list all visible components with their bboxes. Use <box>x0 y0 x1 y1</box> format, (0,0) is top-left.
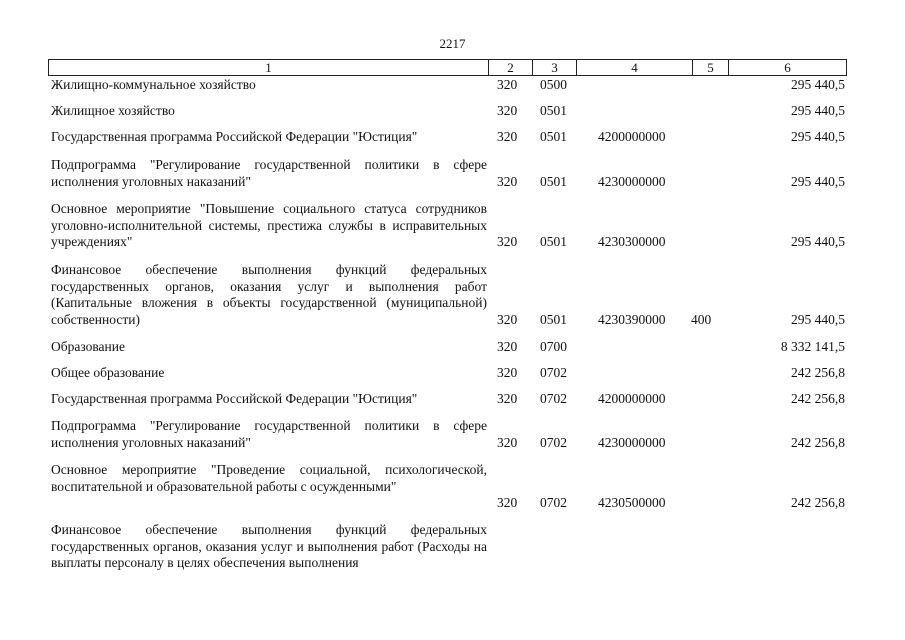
row-code-4: 4230500000 <box>598 495 666 510</box>
row-amount: 242 256,8 <box>791 391 845 406</box>
row-code-3: 0702 <box>540 435 567 450</box>
row-description: Государственная программа Российской Федерации "Юстиция" <box>51 391 418 406</box>
row-description: Финансовое обеспечение выполнения функций федеральных государственных органов, оказания услуг и выполнения работ (Капитальные вложения в объекты государственной (муниципальной) собственности) <box>51 262 487 327</box>
row-code-3: 0501 <box>540 129 567 144</box>
row-code-4: 4230300000 <box>598 234 666 249</box>
row-code-3: 0501 <box>540 103 567 118</box>
row-description: Жилищно-коммунальное хозяйство <box>51 77 256 92</box>
row-amount: 295 440,5 <box>791 234 845 249</box>
row-code-2: 320 <box>497 435 518 450</box>
row-description: Основное мероприятие "Проведение социальной, психологической, воспитательной и образовательной работы с осужденными" <box>51 462 487 494</box>
header-col-4: 4 <box>577 60 693 76</box>
row-amount: 242 256,8 <box>791 495 845 510</box>
row-code-3: 0700 <box>540 339 567 354</box>
row-amount: 242 256,8 <box>791 365 845 380</box>
row-code-2: 320 <box>497 365 518 380</box>
row-amount: 295 440,5 <box>791 103 845 118</box>
row-code-4: 4230000000 <box>598 435 666 450</box>
row-amount: 295 440,5 <box>791 129 845 144</box>
table-header <box>48 59 847 76</box>
row-code-2: 320 <box>497 77 518 92</box>
row-code-5: 400 <box>691 312 712 327</box>
row-description: Жилищное хозяйство <box>51 103 175 118</box>
row-description: Основное мероприятие "Повышение социального статуса сотрудников уголовно-исполнительной системы, престижа службы в исправительных учреждениях" <box>51 201 487 249</box>
row-description: Образование <box>51 339 125 354</box>
row-code-2: 320 <box>497 391 518 406</box>
row-code-2: 320 <box>497 339 518 354</box>
row-description: Подпрограмма "Регулирование государственной политики в сфере исполнения уголовных наказаний" <box>51 157 487 189</box>
row-code-3: 0702 <box>540 391 567 406</box>
header-col-5: 5 <box>693 60 729 76</box>
header-col-3: 3 <box>533 60 577 76</box>
header-col-6: 6 <box>729 60 847 76</box>
row-code-3: 0500 <box>540 77 567 92</box>
header-col-1: 1 <box>49 60 489 76</box>
row-amount: 295 440,5 <box>791 174 845 189</box>
row-code-3: 0501 <box>540 234 567 249</box>
row-code-4: 4200000000 <box>598 129 666 144</box>
row-code-2: 320 <box>497 312 518 327</box>
row-code-3: 0501 <box>540 174 567 189</box>
row-amount: 295 440,5 <box>791 312 845 327</box>
row-code-3: 0501 <box>540 312 567 327</box>
row-code-3: 0702 <box>540 365 567 380</box>
row-code-4: 4230000000 <box>598 174 666 189</box>
row-amount: 8 332 141,5 <box>780 339 845 354</box>
row-code-2: 320 <box>497 495 518 510</box>
row-code-2: 320 <box>497 234 518 249</box>
row-code-2: 320 <box>497 174 518 189</box>
row-description: Подпрограмма "Регулирование государственной политики в сфере исполнения уголовных наказаний" <box>51 418 487 450</box>
row-description: Финансовое обеспечение выполнения функций федеральных государственных органов, оказания услуг и выполнения работ (Расходы на выплаты персоналу в целях обеспечения выполнения <box>51 522 487 570</box>
row-amount: 242 256,8 <box>791 435 845 450</box>
row-code-4: 4200000000 <box>598 391 666 406</box>
row-description: Государственная программа Российской Федерации "Юстиция" <box>51 129 418 144</box>
page-number: 2217 <box>439 36 466 51</box>
row-code-4: 4230390000 <box>598 312 666 327</box>
row-amount: 295 440,5 <box>791 77 845 92</box>
row-description: Общее образование <box>51 365 165 380</box>
row-code-3: 0702 <box>540 495 567 510</box>
row-code-2: 320 <box>497 103 518 118</box>
row-code-2: 320 <box>497 129 518 144</box>
header-col-2: 2 <box>489 60 533 76</box>
header-row <box>49 60 847 76</box>
